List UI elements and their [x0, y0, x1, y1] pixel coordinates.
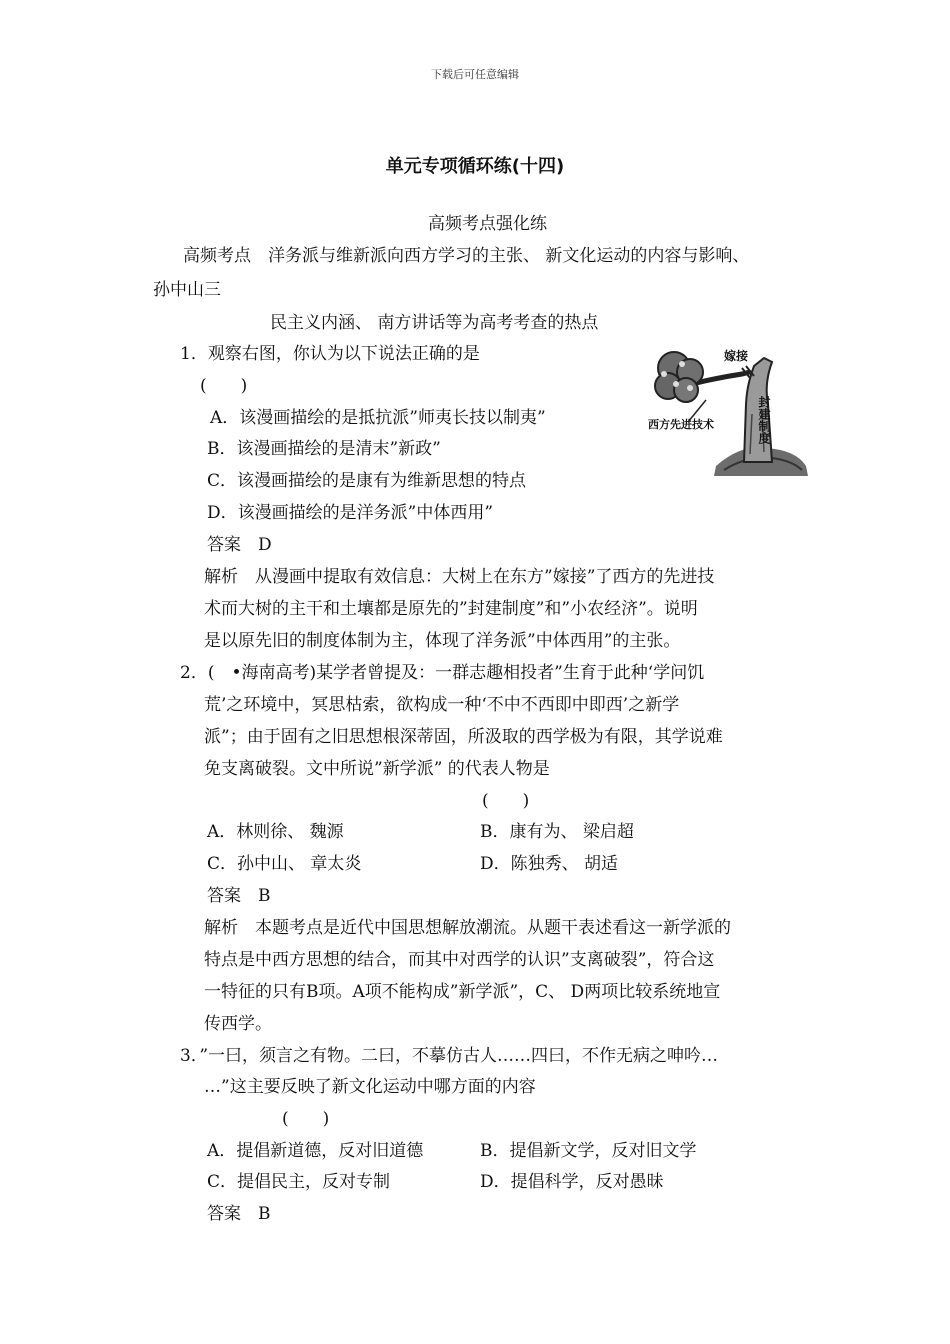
q2-option-a: A．林则徐、 魏源 [207, 822, 344, 842]
q2-stem-line-4: 免支离破裂。文中所说”新学派” 的代表人物是 [204, 759, 550, 779]
q3-option-b: B．提倡新文学，反对旧文学 [480, 1141, 697, 1161]
svg-text:封建制度: 封建制度 [757, 396, 771, 444]
q3-option-d: D．提倡科学，反对愚昧 [480, 1172, 664, 1192]
q1-answer: 答案 D [207, 535, 272, 555]
intro-line-3: 民主义内涵、 南方讲话等为高考考查的热点 [270, 313, 599, 333]
q1-option-b: B．该漫画描绘的是清末”新政” [207, 439, 441, 459]
q1-option-c: C．该漫画描绘的是康有为维新思想的特点 [207, 471, 527, 491]
q2-analysis-line-3: 一特征的只有B项。A项不能构成”新学派”，C、 D两项比较系统地宣 [204, 982, 721, 1002]
q1-option-a: A．该漫画描绘的是抵抗派”师夷长技以制夷” [210, 408, 546, 428]
q1-analysis-line-3: 是以原先旧的制度体制为主，体现了洋务派”中体西用”的主张。 [204, 631, 681, 651]
cartoon-label-graft: 嫁接 [724, 349, 749, 363]
q2-stem-line-1: 2．( •海南高考)某学者曾提及：一群志趣相投者”生育于此种‘学问饥 [180, 663, 705, 683]
intro-line-1: 高频考点 洋务派与维新派向西方学习的主张、 新文化运动的内容与影响、 [183, 246, 750, 266]
cartoon-label-tech: 西方先进技术 [648, 418, 714, 431]
q1-option-d: D．该漫画描绘的是洋务派”中体西用” [207, 503, 494, 523]
cartoon-foliage [655, 352, 703, 402]
q2-analysis-line-1: 解析 本题考点是近代中国思想解放潮流。从题干表述看这一新学派的 [204, 918, 731, 938]
q3-paren: ( ) [282, 1109, 330, 1129]
q3-option-a: A．提倡新道德，反对旧道德 [207, 1141, 424, 1161]
q1-paren: ( ) [200, 376, 248, 396]
q2-analysis-line-2: 特点是中西方思想的结合，而其中对西学的认识”支离破裂”，符合这 [204, 950, 715, 970]
q3-stem-line-1: 3．”一曰，须言之有物。二曰，不摹仿古人……四曰，不作无病之呻吟… [180, 1046, 719, 1066]
q2-stem-line-2: 荒’之环境中，冥思枯索，欲构成一种‘不中不西即中即西’之新学 [204, 695, 680, 715]
q1-analysis-line-2: 术而大树的主干和土壤都是原先的”封建制度”和”小农经济”。说明 [204, 599, 698, 619]
cartoon-label-feudal [757, 395, 771, 445]
q2-stem-line-3: 派”；由于固有之旧思想根深蒂固，所汲取的西学极为有限，其学说难 [204, 727, 723, 747]
q3-answer: 答案 B [207, 1204, 271, 1224]
page-header-note: 下载后可任意编辑 [431, 68, 519, 81]
q2-option-c: C．孙中山、 章太炎 [207, 854, 362, 874]
intro-line-2: 孙中山三 [153, 280, 221, 300]
q2-answer: 答案 B [207, 886, 271, 906]
q3-option-c: C．提倡民主，反对专制 [207, 1172, 391, 1192]
document-title: 单元专项循环练(十四) [385, 156, 565, 177]
q2-paren: ( ) [482, 791, 530, 811]
q2-analysis-line-4: 传西学。 [204, 1014, 272, 1034]
q3-stem-line-2: …”这主要反映了新文化运动中哪方面的内容 [204, 1077, 536, 1097]
q2-option-b: B．康有为、 梁启超 [480, 822, 634, 842]
grafted-tree-cartoon [646, 344, 808, 476]
q1-stem: 1．观察右图，你认为以下说法正确的是 [180, 344, 480, 364]
section-subtitle: 高频考点强化练 [428, 214, 547, 234]
q1-analysis-line-1: 解析 从漫画中提取有效信息：大树上在东方”嫁接”了西方的先进技 [204, 567, 715, 587]
q2-option-d: D．陈独秀、 胡适 [480, 854, 619, 874]
